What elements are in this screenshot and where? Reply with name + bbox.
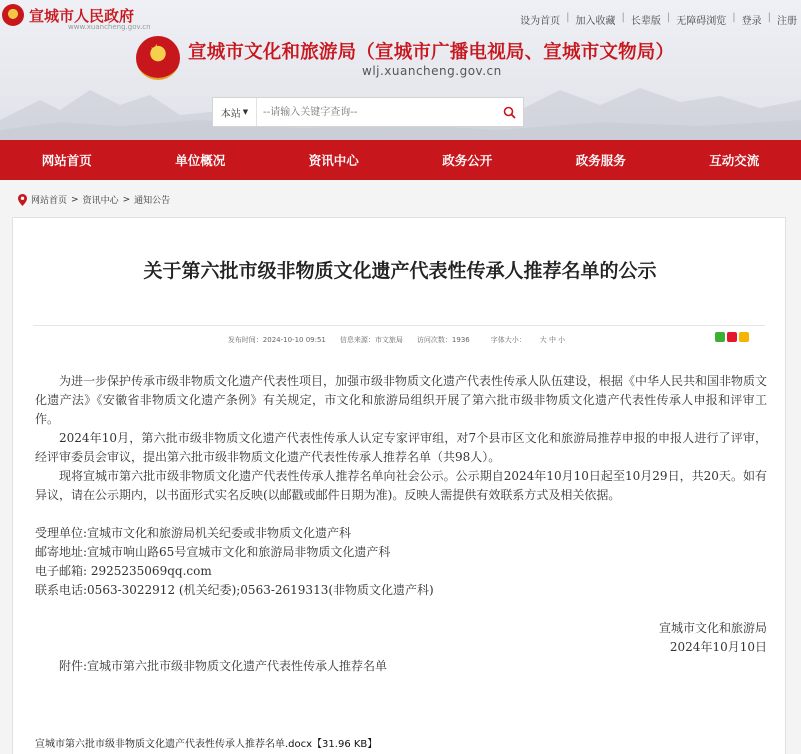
breadcrumb-news[interactable]: 资讯中心 xyxy=(82,196,119,206)
search-scope-label: 本站 xyxy=(220,108,241,120)
signature-date: 2024年10月10日 xyxy=(669,640,767,654)
divider: | xyxy=(767,12,771,23)
contact-line: 联系电话:0563-3022912 (机关纪委);0563-2619313(非物质文化遗产科) xyxy=(35,583,434,597)
qzone-share-icon[interactable] xyxy=(739,332,749,342)
top-link-register[interactable]: 注册 xyxy=(777,16,797,27)
publish-date: 发布时间：2024-10-10 09:51 xyxy=(227,336,326,344)
nav-item-services[interactable]: 政务服务 xyxy=(575,153,626,168)
contact-line: 电子邮箱: 2925235069qq.com xyxy=(35,564,212,578)
search-icon xyxy=(503,106,516,119)
weibo-share-icon[interactable] xyxy=(727,332,737,342)
signature-org: 宣城市文化和旅游局 xyxy=(658,621,767,635)
top-link-homepage[interactable]: 设为首页 xyxy=(520,16,561,27)
divider: | xyxy=(566,12,570,23)
article-body xyxy=(35,372,767,676)
divider: | xyxy=(666,12,671,23)
chevron-down-icon: ▼ xyxy=(242,108,249,116)
share-buttons xyxy=(715,332,749,342)
info-source: 信息来源：市文旅局 xyxy=(339,336,403,344)
article-paragraph: 2024年10月，第六批市级非物质文化遗产代表性传承人认定专家评审组，对7个县市区文化和旅游局推荐申报的申报人进行了评审，经评审委员会审议，提出第六批市级非物质文化遗产代表性传承人推荐名单（共98人）。 xyxy=(35,431,767,464)
divider: | xyxy=(621,12,625,23)
font-size-options[interactable]: 大 中 小 xyxy=(539,336,566,344)
font-size-control xyxy=(484,335,572,345)
location-pin-icon xyxy=(18,194,27,206)
top-link-favorite[interactable]: 加入收藏 xyxy=(575,16,616,27)
site-url: wlj.xuancheng.gov.cn xyxy=(362,64,502,78)
search-scope-select[interactable] xyxy=(213,98,257,126)
site-header xyxy=(0,0,801,140)
top-link-login[interactable]: 登录 xyxy=(741,16,762,27)
breadcrumb xyxy=(18,193,170,206)
nav-item-news[interactable]: 资讯中心 xyxy=(308,153,359,168)
view-count: 访问次数：1936 xyxy=(416,336,470,344)
nav-item-public-affairs[interactable]: 政务公开 xyxy=(442,153,493,168)
article-paragraph: 现将宣城市第六批市级非物质文化遗产代表性传承人推荐名单向社会公示。公示期自2024年10月10日起至10月29日，共20天。如有异议，请在公示期内，以书面形式实名反映(以邮戳或邮件日期为准)。反映人需提供有效联系方式及相关依据。 xyxy=(35,469,767,502)
divider xyxy=(33,325,765,326)
top-link-elder[interactable]: 长辈版 xyxy=(630,16,661,27)
article-paragraph: 为进一步保护传承市级非物质文化遗产代表性项目，加强市级非物质文化遗产代表性传承人队伍建设，根据《中华人民共和国非物质文化遗产法》《安徽省非物质文化遗产条例》有关规定，市文化和旅游局组织开展了第六批市级非物质文化遗产代表性传承人申报和评审工作。 xyxy=(35,374,768,426)
gov-site-name[interactable]: 宣城市人民政府 xyxy=(29,7,135,25)
article-card xyxy=(12,217,786,754)
top-link-accessibility[interactable]: 无障碍浏览 xyxy=(676,16,727,27)
contact-line: 受理单位:宣城市文化和旅游局机关纪委或非物质文化遗产科 xyxy=(35,526,352,540)
nav-item-home[interactable]: 网站首页 xyxy=(41,153,92,168)
search-bar xyxy=(212,97,524,127)
breadcrumb-separator: > xyxy=(122,194,131,205)
search-input[interactable] xyxy=(257,98,495,126)
divider: | xyxy=(732,12,736,23)
breadcrumb-home[interactable]: 网站首页 xyxy=(31,196,68,206)
font-size-label: 字体大小： xyxy=(490,336,526,344)
main-nav xyxy=(0,140,801,180)
nav-item-overview[interactable]: 单位概况 xyxy=(175,153,226,168)
attachment-link[interactable]: 宣城市第六批市级非物质文化遗产代表性传承人推荐名单.docx【31.96 KB】 xyxy=(35,739,378,750)
top-links xyxy=(520,12,797,27)
breadcrumb-separator: > xyxy=(71,194,79,205)
national-emblem-icon xyxy=(136,36,180,80)
wechat-share-icon[interactable] xyxy=(715,332,725,342)
article-meta xyxy=(13,335,787,345)
gov-site-url: www.xuancheng.gov.cn xyxy=(68,23,151,31)
search-button[interactable] xyxy=(495,98,523,126)
site-title[interactable]: 宣城市文化和旅游局（宣城市广播电视局、宣城市文物局） xyxy=(188,42,675,63)
article-title: 关于第六批市级非物质文化遗产代表性传承人推荐名单的公示 xyxy=(143,260,657,282)
attachment-note: 附件:宣城市第六批市级非物质文化遗产代表性传承人推荐名单 xyxy=(59,659,388,673)
gov-emblem-small-icon[interactable] xyxy=(2,4,24,26)
breadcrumb-notices[interactable]: 通知公告 xyxy=(134,196,171,206)
nav-item-interaction[interactable]: 互动交流 xyxy=(709,153,760,168)
contact-line: 邮寄地址:宣城市响山路65号宣城市文化和旅游局非物质文化遗产科 xyxy=(35,545,391,559)
